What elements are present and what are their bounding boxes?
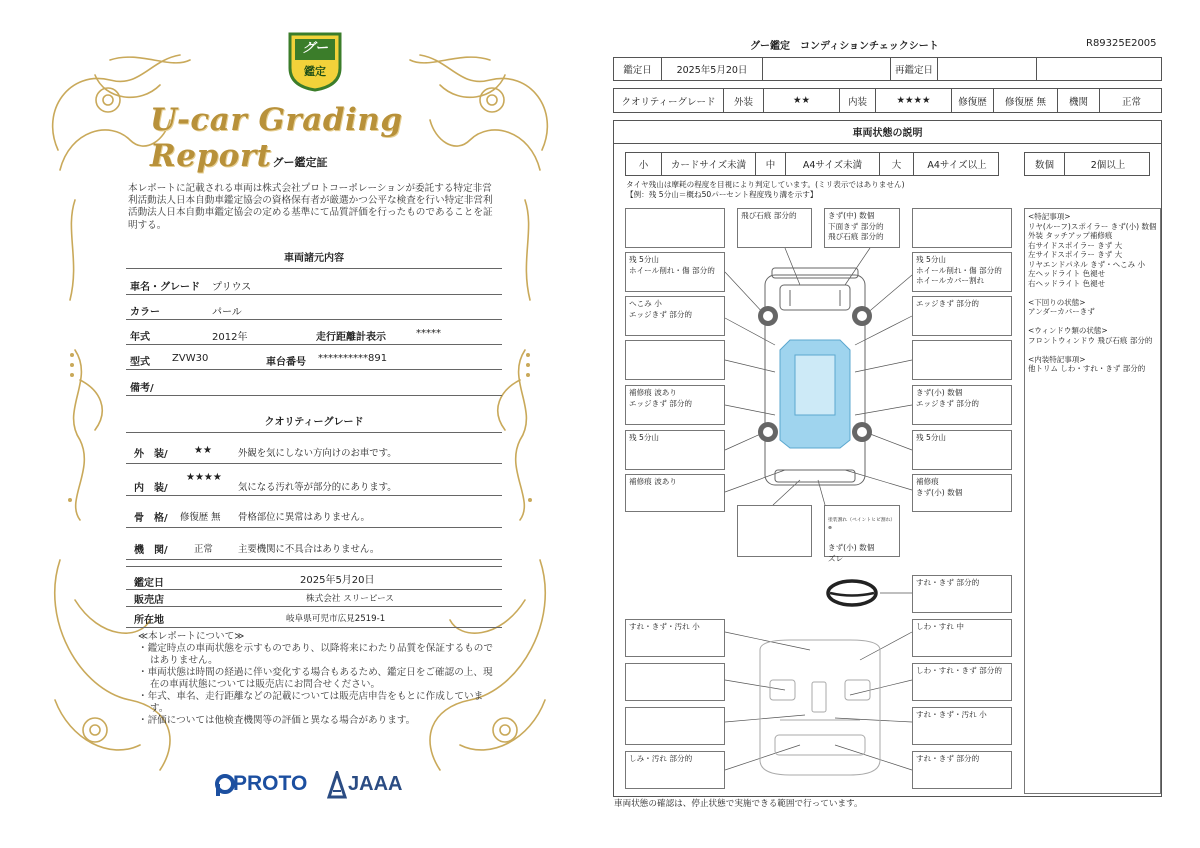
interior-stars: ★★★★: [876, 89, 952, 112]
damage-box: [912, 208, 1012, 248]
certificate-title: グー鑑定証: [272, 156, 328, 169]
exterior-stars: ★★: [194, 445, 212, 456]
repair-history-label: 修復歴: [952, 89, 994, 112]
sheet-footnote: 車両状態の確認は、停止状態で実施できる範囲で行っています。: [614, 799, 863, 809]
year-value: 2012年: [212, 332, 248, 343]
legend-large-desc: A4サイズ以上: [927, 160, 987, 171]
frame-value: 修復歴 無: [180, 512, 221, 523]
spec-row-model: [126, 346, 502, 370]
legend-small-desc: カードサイズ未満: [662, 153, 756, 175]
engine-label: 機関: [1058, 89, 1100, 112]
legend-large: 大: [880, 153, 914, 175]
jaaa-logo: JAAA: [348, 773, 403, 795]
engine-value: 正常: [1121, 96, 1141, 108]
spec-row-year: [126, 321, 502, 345]
damage-box: [737, 505, 812, 557]
reappraisal-date-label: 再鑑定日: [891, 58, 938, 80]
spec-row-remarks: [126, 372, 502, 396]
odometer-value: *****: [416, 328, 441, 339]
appraisal-date-value: 2025年5月20日: [300, 575, 375, 586]
appraisal-date-label: 鑑定日: [614, 58, 662, 80]
damage-box: しみ・汚れ 部分的: [625, 751, 725, 789]
engine-value: 正常: [194, 544, 213, 555]
paint-crack-note: 塗装割れ（ペイントヒビ割れ）⊗: [828, 517, 896, 531]
damage-box: へこみ 小 エッジきず 部分的: [625, 296, 725, 336]
note-item: ・評価については他検査機関等の評価と異なる場合があります。: [138, 715, 416, 726]
odometer-label: 走行距離計表示: [316, 332, 386, 343]
interior-label: 内装: [840, 89, 876, 112]
quality-row-interior: [126, 470, 502, 496]
damage-box: エッジきず 部分的: [912, 296, 1012, 336]
appraisal-row-dealer: [126, 587, 502, 607]
damage-box: 補修痕 きず(小) 数個: [912, 474, 1012, 512]
logo-bar: [215, 770, 415, 800]
quality-row-frame: [126, 502, 502, 528]
steering-wheel-icon: [828, 581, 876, 605]
dealer-label: 販売店: [134, 595, 164, 606]
appraisal-date-label: 鑑定日: [134, 578, 164, 589]
name-label: 車名・グレード: [130, 282, 200, 293]
chassis-value: **********891: [318, 353, 388, 364]
legend-medium: 中: [756, 153, 786, 175]
damage-box: 残 5分山 ホイール削れ・傷 部分的 ホイールカバー割れ: [912, 252, 1012, 292]
damage-box: すれ・きず・汚れ 小: [625, 619, 725, 657]
color-value: パール: [212, 307, 242, 318]
dealer-value: 株式会社 スリーピース: [306, 594, 394, 604]
special-notes-list: <特記事項> リヤ(ルーフ)スポイラー きず(小) 数個 外装 タッチアップ補修痕 右サイドスポイラー きず 大 左サイドスポイラー きず 大 リヤエンドパネル きず・へこみ 小 左ヘッドライト 色褪せ 右ヘッドライト 色褪せ <下回りの状態> アンダーカバーきず <ウィンドウ類の状態> フロントウィンドウ 飛び石痕 部分的 <内装特記事項> 他トリム しわ・すれ・きず 部分的: [1024, 208, 1161, 794]
condition-heading: 車両状態の説明: [613, 120, 1162, 144]
damage-box: すれ・きず 部分的: [912, 751, 1012, 789]
quality-row-exterior: [126, 438, 502, 464]
report-title: U-car Grading Report: [150, 102, 403, 174]
tyre-note-line: 【例：残 5分山＝概ね50パーセント程度残り溝を示す】: [626, 189, 818, 199]
spec-row-color: [126, 296, 502, 320]
appraisal-row-address: [126, 607, 502, 628]
remarks-label: 備考/: [130, 383, 154, 394]
damage-box: すれ・きず・汚れ 小: [912, 707, 1012, 745]
quality-heading: クオリティーグレード: [264, 417, 364, 428]
legend-small: 小: [626, 153, 662, 175]
damage-box: [912, 340, 1012, 380]
exterior-label: 外 装/: [134, 449, 168, 460]
model-value: ZVW30: [172, 353, 209, 364]
exterior-desc: 外観を気にしない方向けのお車です。: [238, 448, 397, 459]
engine-desc: 主要機関に不具合はありません。: [238, 544, 380, 555]
quality-grade-label: クオリティーグレード: [614, 89, 724, 112]
damage-box: しわ・すれ・きず 部分的: [912, 663, 1012, 701]
damage-box: 残 5分山: [912, 430, 1012, 470]
appraisal-date-value: 2025年5月20日: [662, 58, 763, 80]
spec-heading: 車両諸元内容: [284, 253, 344, 264]
repair-history-value: 修復歴 無: [994, 89, 1058, 112]
model-label: 型式: [130, 357, 150, 368]
divider: [126, 432, 502, 433]
damage-box: [625, 340, 725, 380]
damage-box: 残 5分山: [625, 430, 725, 470]
engine-label: 機 関/: [134, 545, 168, 556]
note-item: ・車両状態は時間の経過に伴い変化する場合もあるため、鑑定日をご確認の上、現在の車両状態については販売店にお問合せください。: [138, 667, 493, 690]
frame-label: 骨 格/: [134, 513, 168, 524]
count-value: 2個以上: [1090, 160, 1126, 171]
address-label: 所在地: [134, 615, 164, 626]
year-label: 年式: [130, 332, 150, 343]
badge-bottom-text: 鑑定: [304, 65, 326, 78]
address-value: 岐阜県可児市広見2519-1: [286, 614, 386, 624]
damage-box: [625, 707, 725, 745]
exterior-stars: ★★: [764, 89, 840, 112]
damage-box: 飛び石痕 部分的: [737, 208, 812, 248]
frame-desc: 骨格部位に異常はありません。: [238, 512, 370, 523]
damage-box-rear: [824, 505, 900, 563]
certificate-body: 本レポートに記載される車両は株式会社プロトコーポレーションが委託する特定非営利活動法人日本自動車鑑定協会の資格保有者が厳選かつ公平な検査を行い特定非営利活動法人日本自動車鑑定協会の定める基準にて品質評価を行ったものであることを証明する。: [128, 183, 493, 231]
proto-logo-icon: [215, 773, 235, 797]
damage-box: 補修痕 波あり: [625, 474, 725, 512]
count-label: 数個: [1025, 153, 1065, 175]
damage-box: [625, 663, 725, 701]
divider: [126, 268, 502, 269]
damage-box: きず(小) 数個 エッジきず 部分的: [912, 385, 1012, 425]
interior-stars: ★★★★: [186, 472, 222, 483]
tyre-note-line: タイヤ残山は摩耗の程度を目視により判定しています。(ミリ表示ではありません): [626, 180, 905, 189]
note-item: ・年式、車名、走行距離などの記載については販売店申告をもとに作成しています。: [138, 691, 484, 714]
interior-desc: 気になる汚れ等が部分的にあります。: [238, 482, 397, 493]
sheet-title: グー鑑定 コンディションチェックシート: [750, 41, 939, 52]
damage-box: 補修痕 波あり エッジきず 部分的: [625, 385, 725, 425]
name-value: プリウス: [212, 282, 252, 293]
spec-row-name: [126, 271, 502, 295]
interior-label: 内 装/: [134, 483, 168, 494]
damage-box: すれ・きず 部分的: [912, 575, 1012, 613]
damage-box: しわ・すれ 中: [912, 619, 1012, 657]
badge-top-text: グー: [301, 41, 328, 56]
proto-logo: PROTO: [233, 772, 308, 795]
damage-box: [625, 208, 725, 248]
damage-box: 残 5分山 ホイール削れ・傷 部分的: [625, 252, 725, 292]
sheet-id: R89325E2005: [1086, 38, 1157, 49]
exterior-label: 外装: [724, 89, 764, 112]
legend-medium-desc: A4サイズ未満: [786, 153, 880, 175]
notes-heading: ≪本レポートについて≫: [138, 631, 245, 642]
damage-box: きず(中) 数個 下面きず 部分的 飛び石痕 部分的: [824, 208, 900, 248]
jaaa-logo-icon: [327, 771, 347, 799]
quality-row-engine: [126, 534, 502, 560]
rear-damage-text: きず(小) 数個 ズレ: [828, 543, 875, 563]
color-label: カラー: [130, 307, 160, 318]
note-item: ・鑑定時点の車両状態を示すものであり、以降将来にわたり品質を保証するものではありません。: [138, 643, 493, 666]
report-notes: [138, 631, 498, 727]
chassis-label: 車台番号: [266, 357, 306, 368]
